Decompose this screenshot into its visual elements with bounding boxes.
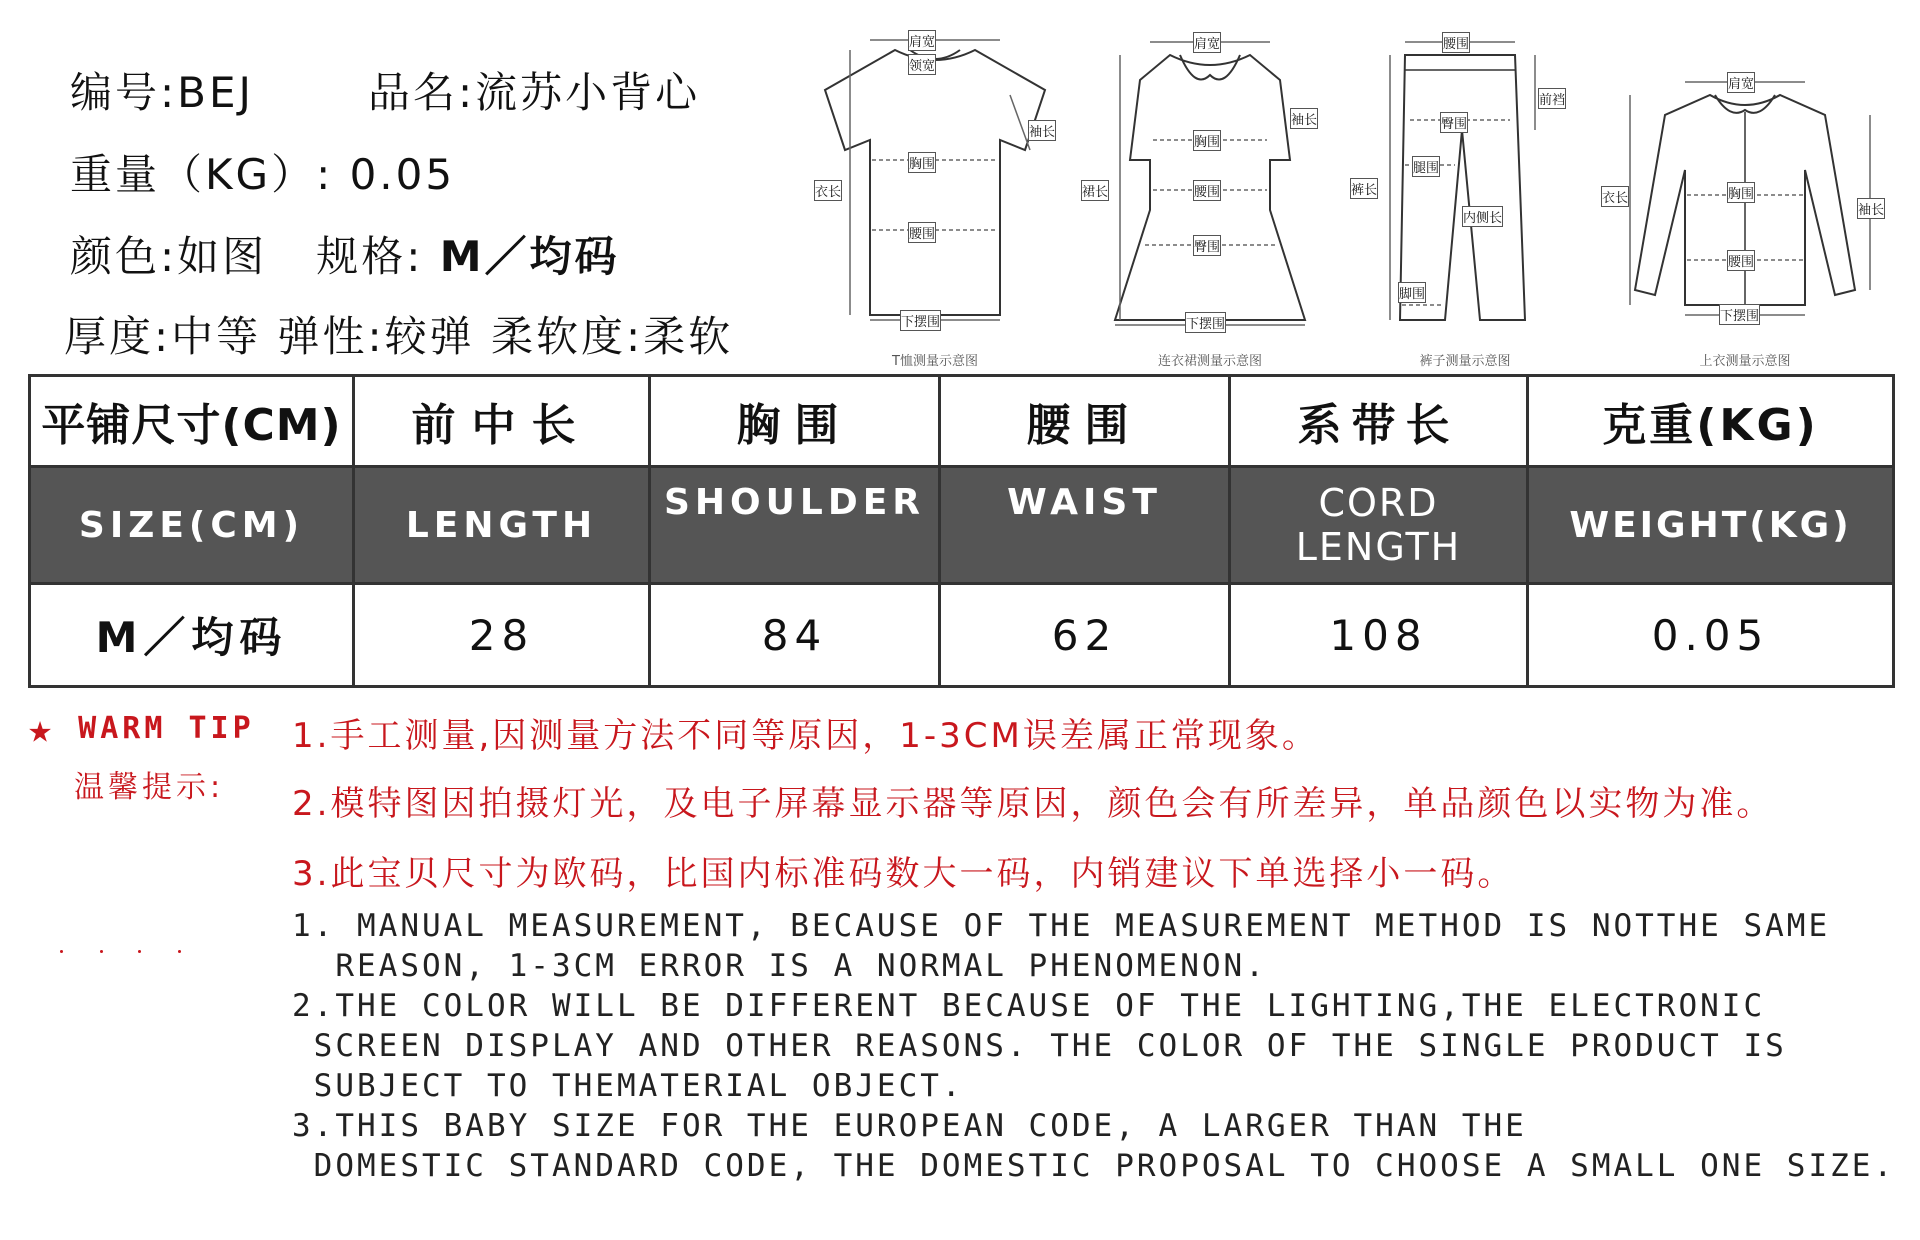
header-cn-length: 前中长 xyxy=(354,376,650,467)
product-color-spec xyxy=(70,224,620,284)
tip-english xyxy=(292,906,1895,1186)
header-en-waist: WAIST xyxy=(940,467,1230,584)
tshirt-diagram xyxy=(800,20,1070,369)
tshirt-label-shoulder: 肩宽 xyxy=(908,30,936,51)
color-label: 颜色:如图 xyxy=(70,232,268,281)
top-label-hem: 下摆围 xyxy=(1719,304,1760,325)
tshirt-label-neck: 领宽 xyxy=(908,54,936,75)
product-attributes: 厚度:中等 弹性:较弹 柔软度:柔软 xyxy=(64,312,734,361)
pants-label-thigh: 腿围 xyxy=(1412,156,1440,177)
tip-en-line-1: 1. MANUAL MEASUREMENT, BECAUSE OF THE MEASUREMENT METHOD IS NOTTHE SAME xyxy=(292,908,1831,944)
dress-diagram xyxy=(1075,20,1345,369)
top-diagram xyxy=(1585,20,1905,369)
tshirt-label-hem: 下摆围 xyxy=(900,310,941,331)
warm-tip-title xyxy=(28,706,255,752)
dress-label-length: 裙长 xyxy=(1081,180,1109,201)
product-name: 品名:流苏小背心 xyxy=(368,68,701,117)
tip-en-line-6: 3.THIS BABY SIZE FOR THE EUROPEAN CODE, A LARGER THAN THE xyxy=(292,1108,1527,1144)
dress-label-hem: 下摆围 xyxy=(1185,312,1226,333)
dress-label-sleeve: 袖长 xyxy=(1290,108,1318,129)
header-en-shoulder: SHOULDER xyxy=(650,467,940,584)
dress-label-waist: 腰围 xyxy=(1193,180,1221,201)
spec-value: M／均码 xyxy=(439,232,620,281)
dress-label-chest: 胸围 xyxy=(1193,130,1221,151)
tip-red-line-1: 1.手工测量,因测量方法不同等原因，1-3CM误差属正常现象。 xyxy=(292,716,1319,756)
tip-red-line-2: 2.模特图因拍摄灯光，及电子屏幕显示器等原因，颜色会有所差异，单品颜色以实物为准。 xyxy=(292,784,1774,824)
header-en-cord: CORD LENGTH xyxy=(1230,467,1528,584)
top-label-chest: 胸围 xyxy=(1727,182,1755,203)
pants-diagram xyxy=(1350,20,1580,369)
cell-size: M／均码 xyxy=(30,584,354,687)
cell-length: 28 xyxy=(354,584,650,687)
tip-en-line-5: SUBJECT TO THEMATERIAL OBJECT. xyxy=(292,1068,964,1104)
header-row-cn xyxy=(30,376,1894,467)
header-cn-weight: 克重(KG) xyxy=(1528,376,1894,467)
tshirt-label-sleeve: 袖长 xyxy=(1028,120,1056,141)
pants-illustration xyxy=(1350,20,1580,350)
size-row-m xyxy=(30,584,1894,687)
dress-caption: 连衣裙测量示意图 xyxy=(1157,354,1262,369)
pants-label-length: 裤长 xyxy=(1350,178,1378,199)
tip-red-line-3: 3.此宝贝尺寸为欧码，比国内标准码数大一码，内销建议下单选择小一码。 xyxy=(292,854,1515,894)
cell-weight: 0.05 xyxy=(1528,584,1894,687)
tshirt-label-waist: 腰围 xyxy=(908,222,936,243)
product-code: 编号:BEJ xyxy=(70,68,254,117)
dress-label-shoulder: 肩宽 xyxy=(1193,32,1221,53)
header-en-length: LENGTH xyxy=(354,467,650,584)
measurement-diagrams xyxy=(800,20,1910,369)
header-en-weight: WEIGHT(KG) xyxy=(1528,467,1894,584)
spec-label: 规格: xyxy=(316,232,424,281)
pants-label-leg-opening: 脚围 xyxy=(1398,282,1426,303)
cell-waist: 62 xyxy=(940,584,1230,687)
pants-label-waist: 腰围 xyxy=(1442,32,1470,53)
header-cn-cord: 系带长 xyxy=(1230,376,1528,467)
header-cn-waist: 腰围 xyxy=(940,376,1230,467)
pants-caption: 裤子测量示意图 xyxy=(1419,354,1511,369)
header-row-en xyxy=(30,467,1894,584)
header-cn-size: 平铺尺寸(CM) xyxy=(30,376,354,467)
header-cn-chest: 胸围 xyxy=(650,376,940,467)
pants-label-hip: 臀围 xyxy=(1440,112,1468,133)
dress-label-hip: 臀围 xyxy=(1193,235,1221,256)
pants-label-rise: 前裆 xyxy=(1538,88,1566,109)
tip-en-line-3: 2.THE COLOR WILL BE DIFFERENT BECAUSE OF THE LIGHTING,THE ELECTRONIC xyxy=(292,988,1766,1024)
top-label-shoulder: 肩宽 xyxy=(1727,72,1755,93)
decorative-dots xyxy=(60,950,190,954)
pants-label-inseam: 内侧长 xyxy=(1462,206,1503,227)
top-label-length: 衣长 xyxy=(1601,186,1629,207)
tshirt-caption: T恤测量示意图 xyxy=(892,354,978,369)
tip-en-line-4: SCREEN DISPLAY AND OTHER REASONS. THE COLOR OF THE SINGLE PRODUCT IS xyxy=(292,1028,1787,1064)
cell-cord: 108 xyxy=(1230,584,1528,687)
tshirt-label-length: 衣长 xyxy=(814,180,842,201)
top-label-waist: 腰围 xyxy=(1727,250,1755,271)
tip-en-line-7: DOMESTIC STANDARD CODE, THE DOMESTIC PROPOSAL TO CHOOSE A SMALL ONE SIZE. xyxy=(292,1148,1896,1184)
header-en-size: SIZE(CM) xyxy=(30,467,354,584)
top-caption: 上衣测量示意图 xyxy=(1699,354,1791,369)
size-table xyxy=(28,374,1895,688)
star-icon: ★ xyxy=(28,706,57,752)
top-label-sleeve: 袖长 xyxy=(1857,198,1885,219)
cell-chest: 84 xyxy=(650,584,940,687)
tshirt-label-chest: 胸围 xyxy=(908,152,936,173)
tip-en-line-2: REASON, 1-3CM ERROR IS A NORMAL PHENOMENON. xyxy=(292,948,1267,984)
product-weight: 重量（KG）: 0.05 xyxy=(70,150,456,199)
warm-tip-cn: 温馨提示: xyxy=(74,770,225,805)
warm-tip-label: WARM TIP xyxy=(78,711,255,746)
